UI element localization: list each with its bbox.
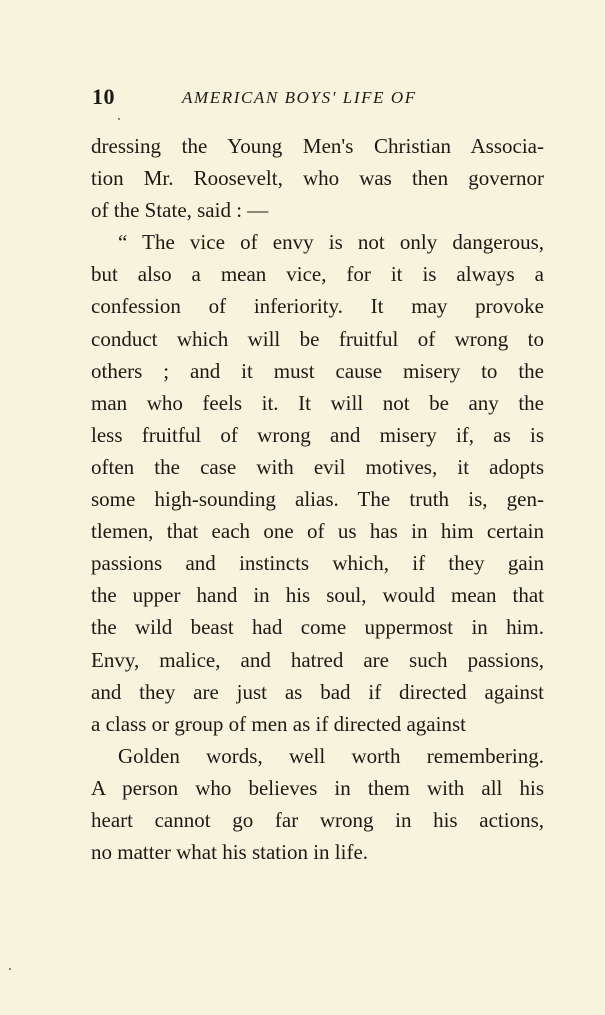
- text-line: dressing the Young Men's Christian Associa-: [91, 134, 544, 158]
- text-line: and they are just as bad if directed against: [91, 679, 544, 704]
- text-line: man who feels it. It will not be any the: [91, 390, 544, 415]
- running-head: [92, 84, 552, 116]
- text-line: others ; and it must cause misery to the: [91, 358, 544, 383]
- text-line: conduct which will be fruitful of wrong to: [91, 326, 544, 351]
- text-line: often the case with evil motives, it adopts: [91, 454, 544, 479]
- text-line: the upper hand in his soul, would mean that: [91, 583, 544, 608]
- text-line: “ The vice of envy is not only dangerous,: [118, 230, 544, 255]
- text-line: but also a mean vice, for it is always a: [91, 262, 544, 287]
- paragraph-conclusion: [91, 740, 544, 868]
- text-line: some high-sounding alias. The truth is, gen-: [91, 487, 544, 512]
- running-title: AMERICAN BOYS' LIFE OF: [182, 88, 417, 107]
- text-line: heart cannot go far wrong in his actions,: [91, 807, 544, 832]
- paragraph-quotation: [91, 226, 544, 740]
- text-line: A person who believes in them with all his: [91, 775, 544, 800]
- text-line: less fruitful of wrong and misery if, as is: [91, 422, 544, 447]
- print-speck: [9, 968, 11, 970]
- page-number: 10: [92, 84, 115, 109]
- text-line: tlemen, that each one of us has in him certain: [91, 519, 544, 544]
- text-line: of the State, said : —: [91, 198, 269, 223]
- body-text: [91, 130, 544, 868]
- text-line: the wild beast had come uppermost in him.: [91, 615, 544, 640]
- text-line: tion Mr. Roosevelt, who was then governor: [91, 166, 544, 191]
- text-line: a class or group of men as if directed against: [91, 711, 466, 736]
- text-line: passions and instincts which, if they gain: [91, 551, 544, 576]
- text-line: Envy, malice, and hatred are such passions,: [91, 647, 544, 672]
- text-line: confession of inferiority. It may provoke: [91, 294, 544, 319]
- text-line: Golden words, well worth remembering.: [118, 743, 544, 768]
- print-speck: [118, 118, 120, 120]
- paragraph-continuation: [91, 130, 544, 226]
- text-line: no matter what his station in life.: [91, 840, 369, 865]
